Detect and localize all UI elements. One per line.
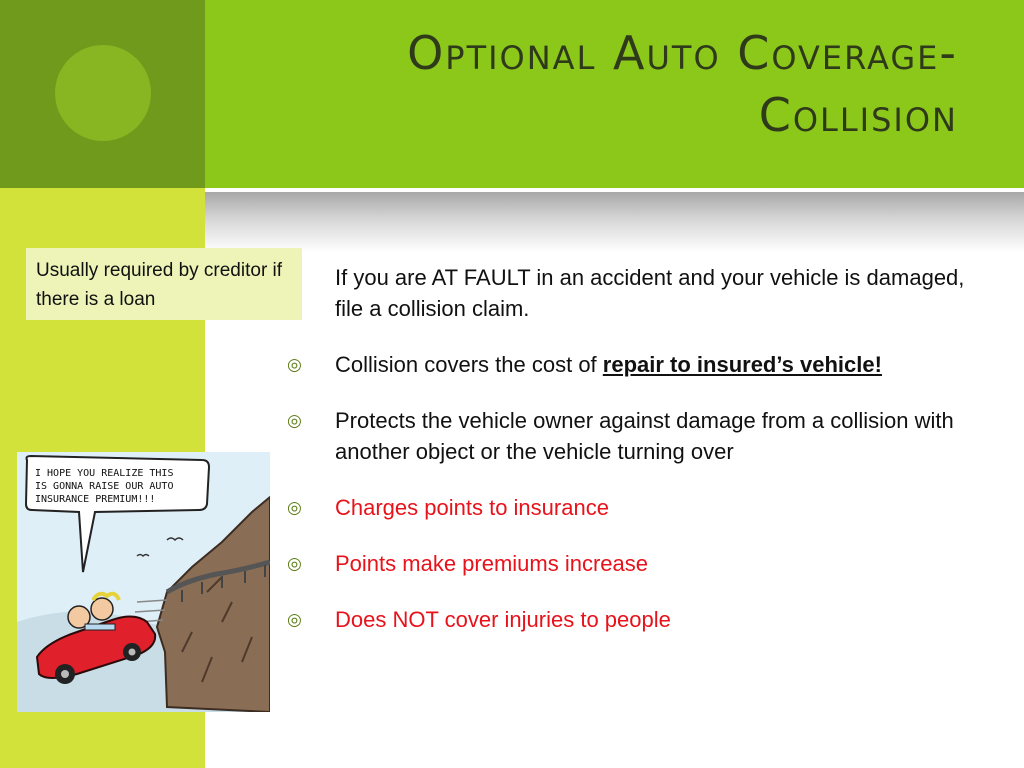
bullet-item: [287, 604, 980, 635]
bullet-text: Charges points to insurance: [335, 495, 609, 520]
left-top-panel: [0, 0, 205, 188]
cartoon-illustration: [17, 452, 270, 712]
bullet-item: [287, 405, 980, 467]
bullet-item: [287, 349, 980, 380]
bullet-text: Points make premiums increase: [335, 551, 649, 576]
bullet-emphasis: repair to insured’s vehicle!: [602, 352, 882, 377]
speech-line-1: I HOPE YOU REALIZE THIS: [35, 468, 174, 479]
callout-box: Usually required by creditor if there is a loan: [26, 248, 302, 320]
intro-paragraph: If you are AT FAULT in an accident and your vehicle is damaged, file a collision claim.: [335, 265, 965, 321]
target-circle-icon: ◎: [287, 355, 302, 374]
slide-title: Optional Auto Coverage- Collision: [407, 26, 958, 142]
target-circle-icon: ◎: [287, 610, 302, 629]
content-area: [287, 262, 980, 660]
bullet-text: Does NOT cover injuries to people: [335, 607, 671, 632]
bullet-text: Collision covers the cost of: [335, 352, 603, 377]
bullet-text: Protects the vehicle owner against damage from a collision with another object or the vehicle turning over: [335, 408, 954, 464]
target-circle-icon: ◎: [287, 498, 302, 517]
gray-gradient-band: [205, 192, 1024, 252]
speech-line-2: IS GONNA RAISE OUR AUTO: [35, 481, 174, 492]
target-circle-icon: ◎: [287, 411, 302, 430]
speech-line-3: INSURANCE PREMIUM!!!: [35, 494, 156, 505]
decorative-circle: [55, 45, 151, 141]
target-circle-icon: ◎: [287, 554, 302, 573]
bullet-item: [287, 548, 980, 579]
bullet-item: [287, 492, 980, 523]
